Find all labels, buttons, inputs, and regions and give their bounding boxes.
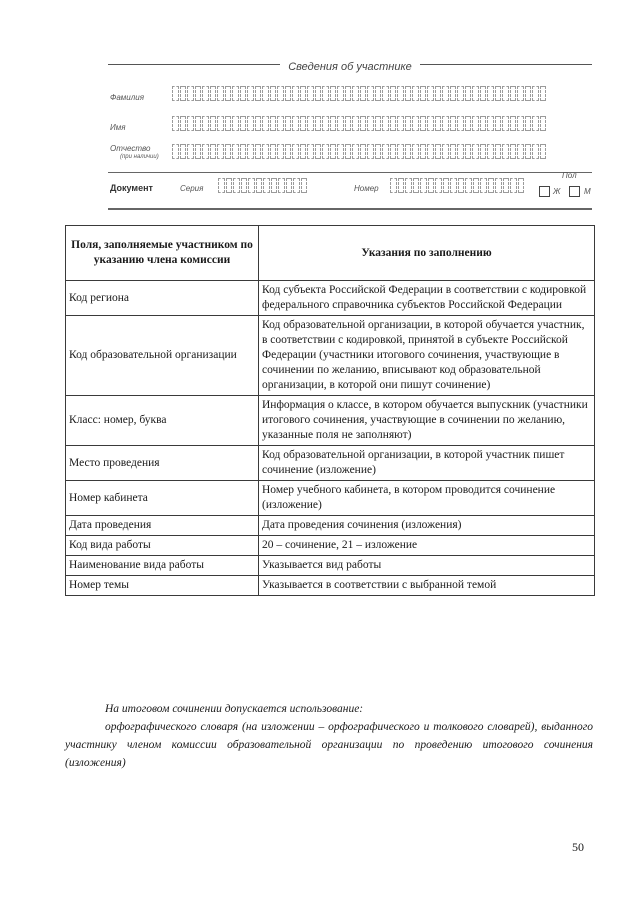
entry-cell [277,144,284,159]
entry-cell [322,116,329,131]
entry-cell [277,86,284,101]
entry-cell [427,144,434,159]
entry-cell [307,86,314,101]
row-instruction: Код образовательной организации, в которой участник пишет сочинение (изложение) [259,446,595,481]
entry-cell [218,178,225,193]
entry-cell [270,86,277,101]
entry-cell [278,178,285,193]
entry-cell [300,116,307,131]
entry-cell [495,86,502,101]
row-instruction: Указывается в соответствии с выбранной темой [259,576,595,596]
entry-cell [502,86,509,101]
entry-cell [292,86,299,101]
row-instruction: 20 – сочинение, 21 – изложение [259,536,595,556]
entry-cell [450,116,457,131]
row-field: Место проведения [66,446,259,481]
entry-cell [458,178,465,193]
table-row [66,556,595,576]
table-row [66,396,595,446]
entry-cell [442,144,449,159]
entry-cell [247,116,254,131]
row-field: Дата проведения [66,516,259,536]
entry-cell [390,116,397,131]
entry-cell [345,116,352,131]
entry-cell [240,86,247,101]
entry-cell [405,86,412,101]
entry-cell [315,144,322,159]
entry-cell [232,144,239,159]
table-header-row [66,226,595,281]
table-row [66,576,595,596]
entry-cell [247,144,254,159]
gender-female-label: Ж [553,187,561,196]
entry-cell [286,178,293,193]
instructions-table [65,225,595,596]
entry-cell [382,86,389,101]
entry-cell [217,144,224,159]
row-instruction: Код субъекта Российской Федерации в соответствии с кодировкой федерального справочника субъектов Российской Федерации [259,281,595,316]
entry-cell [307,116,314,131]
series-label: Серия [180,184,204,193]
entry-cell [473,178,480,193]
entry-cell [232,86,239,101]
entry-cell [457,86,464,101]
series-cells [218,178,308,193]
entry-cell [540,86,547,101]
entry-cell [472,116,479,131]
entry-cell [495,178,502,193]
entry-cell [503,178,510,193]
name-label: Имя [110,123,126,132]
entry-cell [271,178,278,193]
entry-cell [255,86,262,101]
entry-cell [487,86,494,101]
entry-cell [495,116,502,131]
table-row [66,281,595,316]
entry-cell [472,144,479,159]
entry-cell [345,144,352,159]
row-field: Код вида работы [66,536,259,556]
entry-cell [405,144,412,159]
entry-cell [360,116,367,131]
row-field: Наименование вида работы [66,556,259,576]
entry-cell [226,178,233,193]
entry-cell [345,86,352,101]
number-label: Номер [354,184,379,193]
entry-cell [412,86,419,101]
entry-cell [480,86,487,101]
entry-cell [300,86,307,101]
entry-cell [285,86,292,101]
row-instruction: Номер учебного кабинета, в котором проводится сочинение (изложение) [259,481,595,516]
entry-cell [412,116,419,131]
entry-cell [488,178,495,193]
entry-cell [232,116,239,131]
entry-cell [502,144,509,159]
entry-cell [382,116,389,131]
row-field: Номер кабинета [66,481,259,516]
gender-female-box [539,186,550,197]
entry-cell [352,144,359,159]
entry-cell [352,86,359,101]
entry-cell [315,86,322,101]
entry-cell [465,116,472,131]
row-field: Класс: номер, буква [66,396,259,446]
entry-cell [465,144,472,159]
entry-cell [240,116,247,131]
entry-cell [256,178,263,193]
entry-cell [217,116,224,131]
gender-male-label: М [584,187,591,196]
row-field: Код образовательной организации [66,316,259,396]
entry-cell [225,86,232,101]
entry-cell [518,178,525,193]
entry-cell [465,178,472,193]
entry-cell [307,144,314,159]
entry-cell [187,116,194,131]
entry-cell [360,144,367,159]
entry-cell [360,86,367,101]
entry-cell [263,178,270,193]
entry-cell [472,86,479,101]
entry-cell [457,116,464,131]
row-field: Номер темы [66,576,259,596]
entry-cell [457,144,464,159]
form-bottom-line [108,208,592,210]
entry-cell [450,178,457,193]
entry-cell [195,144,202,159]
entry-cell [322,144,329,159]
entry-cell [225,144,232,159]
entry-cell [525,116,532,131]
patronymic-label: Отчество [110,144,151,153]
note-line-1: На итоговом сочинении допускается использование: [105,703,364,715]
table-row [66,481,595,516]
entry-cell [285,116,292,131]
entry-cell [172,86,179,101]
entry-cell [532,86,539,101]
note-line-2: орфографического словаря (на изложении – орфографического и толкового словарей), выданного участнику членом комиссии образовательной организации по проведению итогового сочинения (изложения) [65,721,593,769]
entry-cell [262,144,269,159]
entry-cell [442,116,449,131]
entry-cell [420,144,427,159]
entry-cell [420,116,427,131]
entry-cell [517,86,524,101]
entry-cell [292,116,299,131]
entry-cell [525,86,532,101]
name-cells [172,116,547,131]
entry-cell [292,144,299,159]
entry-cell [487,144,494,159]
table-row [66,316,595,396]
form-separator [108,172,592,173]
entry-cell [195,116,202,131]
entry-cell [412,144,419,159]
entry-cell [413,178,420,193]
header-fields: Поля, заполняемые участником по указанию члена комиссии [66,226,259,281]
gender-label: Пол [562,171,577,180]
entry-cell [532,144,539,159]
entry-cell [480,116,487,131]
entry-cell [367,86,374,101]
entry-cell [480,144,487,159]
row-instruction: Указывается вид работы [259,556,595,576]
entry-cell [510,178,517,193]
entry-cell [427,116,434,131]
entry-cell [487,116,494,131]
entry-cell [427,86,434,101]
entry-cell [532,116,539,131]
entry-cell [330,86,337,101]
entry-cell [202,86,209,101]
entry-cell [187,144,194,159]
surname-cells [172,86,547,101]
entry-cell [172,116,179,131]
entry-cell [180,86,187,101]
entry-cell [405,178,412,193]
entry-cell [352,116,359,131]
entry-cell [398,178,405,193]
row-instruction: Код образовательной организации, в которой обучается участник, в соответствии с кодировкой, принятой в субъекте Российской Федерации (участники итогового сочинения, участвующие в сочинении по желанию, вписывают код образовательной организации, в которой они пишут сочинение) [259,316,595,396]
entry-cell [510,116,517,131]
entry-cell [435,116,442,131]
entry-cell [202,116,209,131]
entry-cell [443,178,450,193]
entry-cell [210,116,217,131]
entry-cell [428,178,435,193]
entry-cell [397,144,404,159]
entry-cell [233,178,240,193]
entry-cell [195,86,202,101]
entry-cell [270,144,277,159]
entry-cell [420,178,427,193]
entry-cell [315,116,322,131]
entry-cell [337,86,344,101]
entry-cell [375,86,382,101]
row-instruction: Дата проведения сочинения (изложения) [259,516,595,536]
entry-cell [255,144,262,159]
entry-cell [495,144,502,159]
entry-cell [217,86,224,101]
entry-cell [450,86,457,101]
table-row [66,536,595,556]
document-label: Документ [110,183,153,193]
entry-cell [390,86,397,101]
entry-cell [540,116,547,131]
surname-label: Фамилия [110,93,144,102]
entry-cell [240,144,247,159]
patronymic-note: (при наличии) [120,154,159,160]
entry-cell [397,86,404,101]
entry-cell [262,86,269,101]
entry-cell [450,144,457,159]
entry-cell [247,86,254,101]
entry-cell [285,144,292,159]
entry-cell [435,178,442,193]
entry-cell [480,178,487,193]
entry-cell [180,116,187,131]
gender-male-box [569,186,580,197]
entry-cell [187,86,194,101]
entry-cell [337,144,344,159]
entry-cell [517,144,524,159]
number-cells [390,178,525,193]
entry-cell [382,144,389,159]
entry-cell [367,144,374,159]
form-title: Сведения об участнике [108,56,592,78]
entry-cell [300,144,307,159]
entry-cell [510,144,517,159]
entry-cell [255,116,262,131]
entry-cell [202,144,209,159]
entry-cell [375,144,382,159]
entry-cell [337,116,344,131]
entry-cell [517,116,524,131]
header-instructions: Указания по заполнению [259,226,595,281]
entry-cell [465,86,472,101]
entry-cell [293,178,300,193]
entry-cell [367,116,374,131]
entry-cell [510,86,517,101]
entry-cell [248,178,255,193]
entry-cell [540,144,547,159]
table-row [66,446,595,481]
entry-cell [435,144,442,159]
entry-cell [277,116,284,131]
entry-cell [225,116,232,131]
entry-cell [180,144,187,159]
row-instruction: Информация о классе, в котором обучается выпускник (участники итогового сочинения, участвующие в сочинении по желанию, указанные поля не заполняют) [259,396,595,446]
entry-cell [301,178,308,193]
page-number: 50 [572,840,584,854]
entry-cell [442,86,449,101]
entry-cell [375,116,382,131]
patronymic-cells [172,144,547,159]
entry-cell [210,144,217,159]
entry-cell [435,86,442,101]
entry-cell [210,86,217,101]
entry-cell [502,116,509,131]
entry-cell [420,86,427,101]
entry-cell [390,144,397,159]
participant-info-form [108,56,592,212]
entry-cell [405,116,412,131]
entry-cell [241,178,248,193]
entry-cell [525,144,532,159]
row-field: Код региона [66,281,259,316]
entry-cell [172,144,179,159]
entry-cell [330,116,337,131]
entry-cell [397,116,404,131]
entry-cell [330,144,337,159]
entry-cell [262,116,269,131]
table-row [66,516,595,536]
entry-cell [270,116,277,131]
entry-cell [390,178,397,193]
entry-cell [322,86,329,101]
